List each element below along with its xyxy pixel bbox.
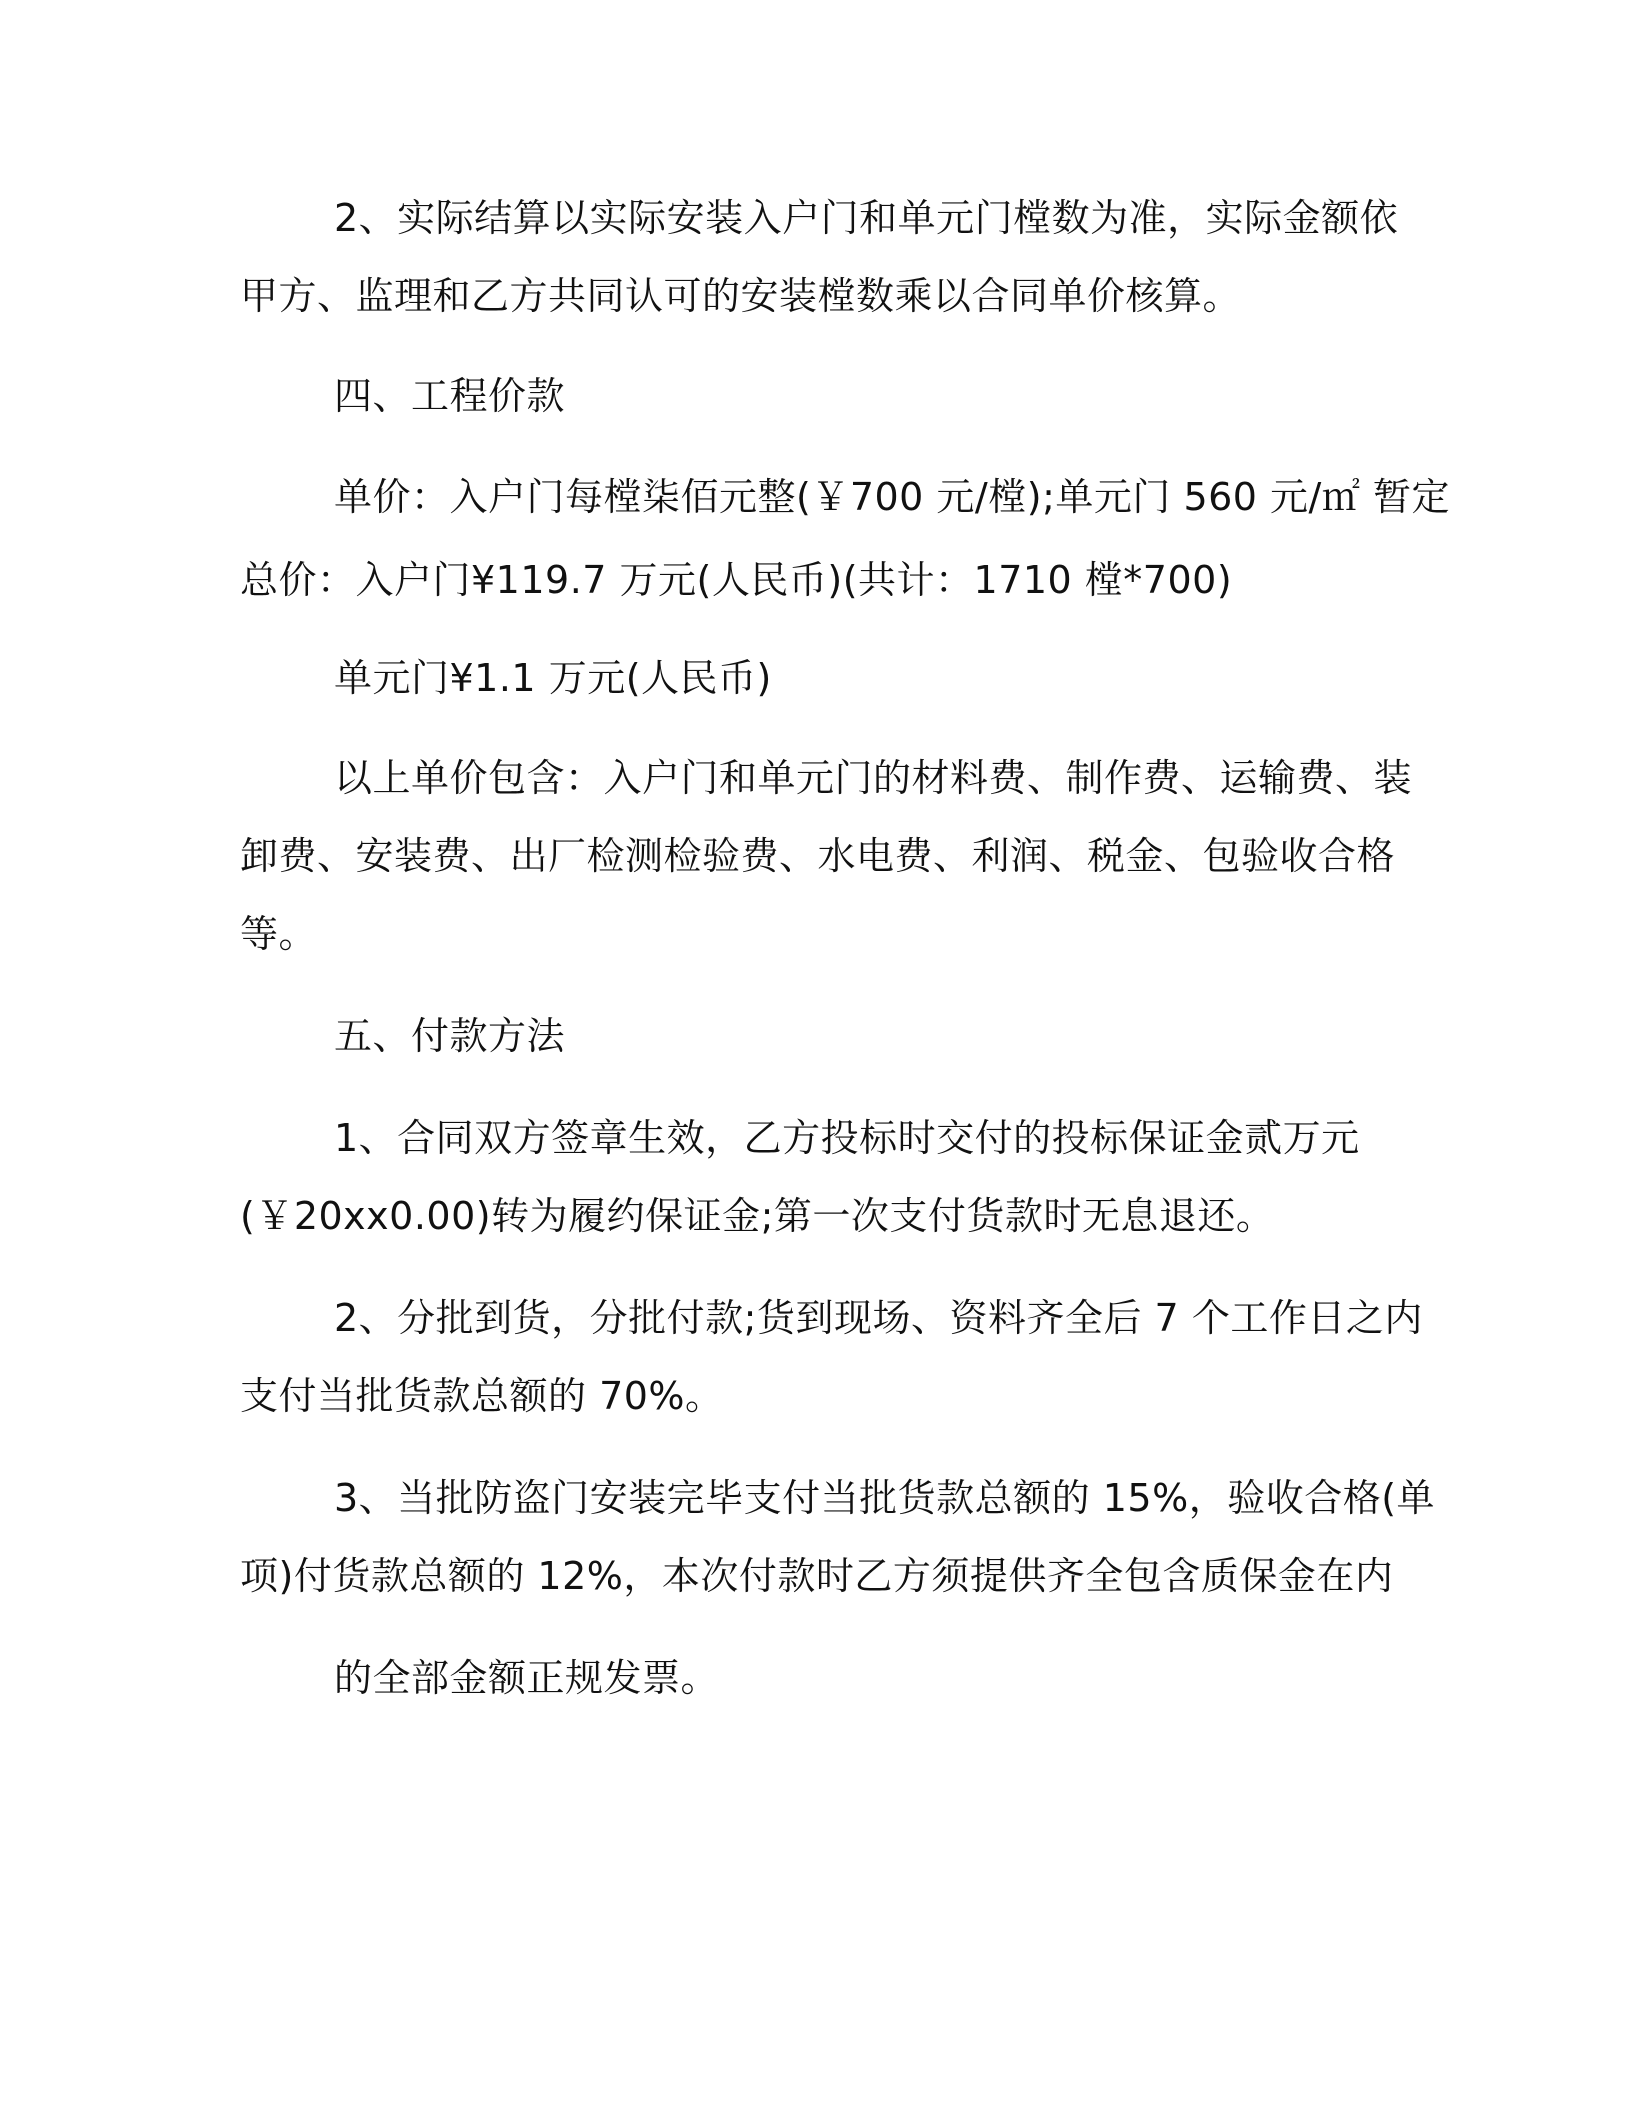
paragraph-line: 2、分批到货，分批付款;货到现场、资料齐全后 7 个工作日之内 [334, 1296, 1423, 1340]
section-heading: 四、工程价款 [334, 374, 566, 418]
paragraph-line: 等。 [240, 912, 318, 956]
paragraph-line: 项)付货款总额的 12%，本次付款时乙方须提供齐全包含质保金在内 [240, 1554, 1394, 1598]
paragraph-line: 单元门¥1.1 万元(人民币) [334, 656, 772, 700]
paragraph-line: 甲方、监理和乙方共同认可的安装樘数乘以合同单价核算。 [240, 274, 1242, 318]
section-heading: 五、付款方法 [334, 1014, 566, 1058]
paragraph-line: 以上单价包含：入户门和单元门的材料费、制作费、运输费、装 [334, 756, 1413, 800]
paragraph-line: (￥20xx0.00)转为履约保证金;第一次支付货款时无息退还。 [240, 1194, 1275, 1238]
paragraph-line: 3、当批防盗门安装完毕支付当批货款总额的 15%，验收合格(单 [334, 1476, 1436, 1520]
paragraph-line: 总价：入户门¥119.7 万元(人民币)(共计：1710 樘*700) [240, 558, 1233, 602]
paragraph-line: 单价：入户门每樘柒佰元整(￥700 元/樘);单元门 560 元/㎡ 暂定 [334, 475, 1450, 519]
paragraph-line: 支付当批货款总额的 70%。 [240, 1374, 724, 1418]
paragraph-line: 卸费、安装费、出厂检测检验费、水电费、利润、税金、包验收合格 [240, 834, 1396, 878]
paragraph-line: 2、实际结算以实际安装入户门和单元门樘数为准，实际金额依 [334, 196, 1399, 240]
paragraph-line: 1、合同双方签章生效，乙方投标时交付的投标保证金贰万元 [334, 1116, 1360, 1160]
paragraph-line: 的全部金额正规发票。 [334, 1656, 720, 1700]
